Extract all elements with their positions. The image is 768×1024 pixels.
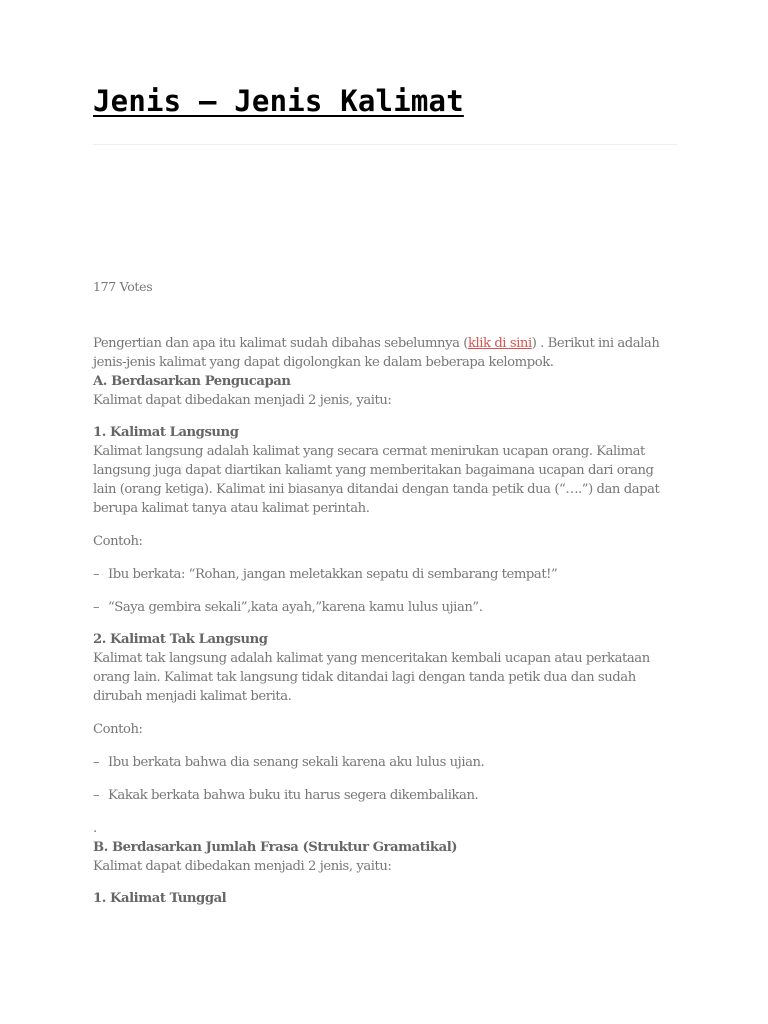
intro-paragraph	[93, 334, 677, 372]
bullet-dash: –	[93, 567, 100, 582]
bullet-dash: –	[93, 755, 100, 770]
kalimat-tunggal-heading: 1. Kalimat Tunggal	[93, 891, 227, 906]
contoh-label: Contoh:	[93, 534, 143, 549]
click-here-link[interactable]: klik di sini	[467, 336, 532, 351]
votes-count: 177 Votes	[93, 279, 153, 294]
kalimat-tak-langsung-heading: 2. Kalimat Tak Langsung	[93, 632, 268, 647]
intro-text-before: Pengertian dan apa itu kalimat sudah dibahas sebelumnya (	[93, 336, 468, 351]
kalimat-langsung-heading: 1. Kalimat Langsung	[93, 425, 239, 440]
section-b-heading: B. Berdasarkan Jumlah Frasa (Struktur Gramatikal)	[93, 840, 458, 855]
kalimat-langsung-text: Kalimat langsung adalah kalimat yang secara cermat menirukan ucapan orang. Kalimat langsung juga dapat diartikan kaliamt yang memberitakan bagaimana ucapan dari orang lain (orang ketiga). Kalimat ini biasanya ditandai dengan tanda petik dua (“….”) dan dapat berupa kalimat tanya atau kalimat perintah.	[93, 444, 660, 516]
section-a-text: Kalimat dapat dibedakan menjadi 2 jenis, yaitu:	[93, 393, 392, 408]
example-text: Kakak berkata bahwa buku itu harus segera dikembalikan.	[108, 788, 479, 803]
page-title: Jenis – Jenis Kalimat	[93, 84, 464, 118]
kalimat-tak-langsung-text: Kalimat tak langsung adalah kalimat yang menceritakan kembali ucapan atau perkataan orang lain. Kalimat tak langsung tidak ditandai lagi dengan tanda petik dua dan sudah dirubah menjadi kalimat berita.	[93, 651, 650, 704]
section-a-heading: A. Berdasarkan Pengucapan	[93, 374, 291, 389]
example-text: Ibu berkata: “Rohan, jangan meletakkan sepatu di sembarang tempat!”	[108, 567, 558, 582]
intro-text-after: ) . Berikut ini adalah jenis-jenis kalimat yang dapat digolongkan ke dalam beberapa kelompok.	[93, 336, 660, 370]
bullet-dash: –	[93, 788, 100, 803]
list-item	[93, 565, 677, 584]
contoh-label: Contoh:	[93, 722, 143, 737]
section-b-text: Kalimat dapat dibedakan menjadi 2 jenis, yaitu:	[93, 859, 392, 874]
list-item	[93, 753, 677, 772]
list-item	[93, 598, 677, 617]
title-divider	[93, 144, 677, 145]
separator-dot: .	[93, 821, 97, 836]
example-text: Ibu berkata bahwa dia senang sekali karena aku lulus ujian.	[108, 755, 485, 770]
bullet-dash: –	[93, 600, 100, 615]
list-item	[93, 786, 677, 805]
article-body	[93, 334, 677, 908]
example-text: “Saya gembira sekali”,kata ayah,”karena kamu lulus ujian”.	[108, 600, 483, 615]
